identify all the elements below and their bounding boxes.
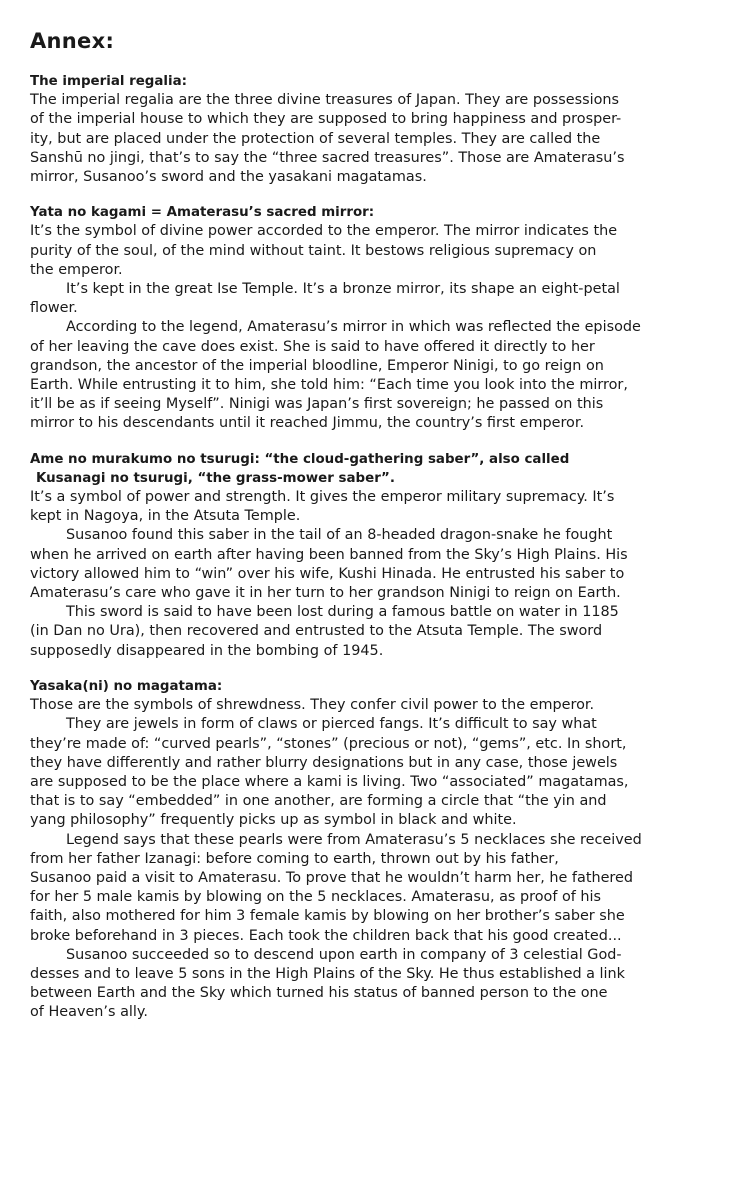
body-text-line: of her leaving the cave does exist. She is said to have offered it directly to her — [30, 338, 595, 355]
body-text-line: for her 5 male kamis by blowing on the 5 necklaces. Amaterasu, as proof of his — [30, 889, 602, 906]
body-text-line: supposedly disappeared in the bombing of 1945. — [30, 642, 384, 659]
body-text-line: yang philosophy” frequently picks up as symbol in black and white. — [30, 812, 517, 829]
body-text-line: kept in Nagoya, in the Atsuta Temple. — [30, 508, 301, 525]
body-text-line: mirror to his descendants until it reached Jimmu, the country’s first emperor. — [30, 415, 585, 432]
body-text-line: of the imperial house to which they are supposed to bring happiness and prosper- — [30, 111, 622, 128]
body-text-line: It’s the symbol of divine power accorded to the emperor. The mirror indicates the — [30, 223, 618, 240]
section-heading-line: Yata no kagami = Amaterasu’s sacred mirror: — [30, 205, 375, 221]
annex-page — [30, 26, 730, 1039]
section-heading-line: Kusanagi no tsurugi, “the grass-mower saber”. — [36, 470, 395, 486]
body-text-line: flower. — [30, 300, 78, 317]
section-heading — [30, 677, 730, 696]
body-text-line: broke beforehand in 3 pieces. Each took the children back that his good created... — [30, 927, 622, 944]
section-heading — [30, 450, 730, 488]
section-body — [30, 222, 730, 433]
section-body — [30, 696, 730, 1022]
body-text-line: (in Dan no Ura), then recovered and entrusted to the Atsuta Temple. The sword — [30, 623, 603, 640]
page-title: Annex: — [30, 29, 115, 53]
section-body — [30, 488, 730, 661]
body-text-line: they have differently and rather blurry designations but in any case, those jewels — [30, 754, 618, 771]
section-heading — [30, 72, 730, 91]
body-text-line: Susanoo succeeded so to descend upon earth in company of 3 celestial God- — [66, 946, 622, 963]
body-text-line: Amaterasu’s care who gave it in her turn to her grandson Ninigi to reign on Earth. — [30, 585, 621, 602]
body-text-line: According to the legend, Amaterasu’s mirror in which was reflected the episode — [66, 319, 641, 336]
section-yata-no-kagami — [30, 203, 730, 433]
body-text-line: of Heaven’s ally. — [30, 1004, 148, 1021]
section-imperial-regalia — [30, 72, 730, 187]
body-text-line: desses and to leave 5 sons in the High Plains of the Sky. He thus established a link — [30, 965, 626, 982]
body-text-line: Those are the symbols of shrewdness. They confer civil power to the emperor. — [30, 697, 595, 714]
body-text-line: The imperial regalia are the three divine treasures of Japan. They are possessions — [30, 92, 620, 109]
section-heading — [30, 203, 730, 222]
body-text-line: They are jewels in form of claws or pierced fangs. It’s difficult to say what — [66, 716, 597, 733]
body-text-line: grandson, the ancestor of the imperial bloodline, Emperor Ninigi, to go reign on — [30, 357, 604, 374]
body-text-line: This sword is said to have been lost during a famous battle on water in 1185 — [66, 604, 619, 621]
body-text-line: It’s kept in the great Ise Temple. It’s a bronze mirror, its shape an eight-petal — [66, 281, 620, 298]
body-text-line: the emperor. — [30, 261, 123, 278]
body-text-line: ity, but are placed under the protection of several temples. They are called the — [30, 130, 601, 147]
section-yasakani-magatama — [30, 677, 730, 1023]
section-heading-line: Yasaka(ni) no magatama: — [30, 678, 223, 694]
body-text-line: they’re made of: “curved pearls”, “stones” (precious or not), “gems”, etc. In short, — [30, 735, 627, 752]
body-text-line: purity of the soul, of the mind without taint. It bestows religious supremacy on — [30, 242, 597, 259]
body-text-line: It’s a symbol of power and strength. It gives the emperor military supremacy. It’s — [30, 489, 615, 506]
body-text-line: are supposed to be the place where a kami is living. Two “associated” magatamas, — [30, 773, 629, 790]
body-text-line: Legend says that these pearls were from Amaterasu’s 5 necklaces she received — [66, 831, 642, 848]
body-text-line: Sanshū no jingi, that’s to say the “three sacred treasures”. Those are Amaterasu’s — [30, 149, 625, 166]
body-text-line: Susanoo paid a visit to Amaterasu. To prove that he wouldn’t harm her, he fathered — [30, 869, 634, 886]
body-text-line: Earth. While entrusting it to him, she told him: “Each time you look into the mirror, — [30, 377, 628, 394]
body-text-line: between Earth and the Sky which turned his status of banned person to the one — [30, 985, 608, 1002]
body-text-line: it’ll be as if seeing Myself”. Ninigi was Japan’s first sovereign; he passed on this — [30, 396, 604, 413]
section-body — [30, 91, 730, 187]
body-text-line: victory allowed him to “win” over his wife, Kushi Hinada. He entrusted his saber to — [30, 565, 625, 582]
annex-sections — [30, 72, 730, 1023]
section-ame-no-murakumo — [30, 450, 730, 661]
section-heading-line: The imperial regalia: — [30, 74, 187, 89]
body-text-line: from her father Izanagi: before coming to earth, thrown out by his father, — [30, 850, 559, 867]
body-text-line: that is to say “embedded” in one another, are forming a circle that “the yin and — [30, 793, 607, 810]
body-text-line: faith, also mothered for him 3 female kamis by blowing on her brother’s saber she — [30, 908, 625, 925]
body-text-line: Susanoo found this saber in the tail of an 8-headed dragon-snake he fought — [66, 527, 613, 544]
section-heading-line: Ame no murakumo no tsurugi: “the cloud-gathering saber”, also called — [30, 451, 570, 467]
body-text-line: mirror, Susanoo’s sword and the yasakani magatamas. — [30, 169, 427, 186]
body-text-line: when he arrived on earth after having been banned from the Sky’s High Plains. His — [30, 546, 628, 563]
